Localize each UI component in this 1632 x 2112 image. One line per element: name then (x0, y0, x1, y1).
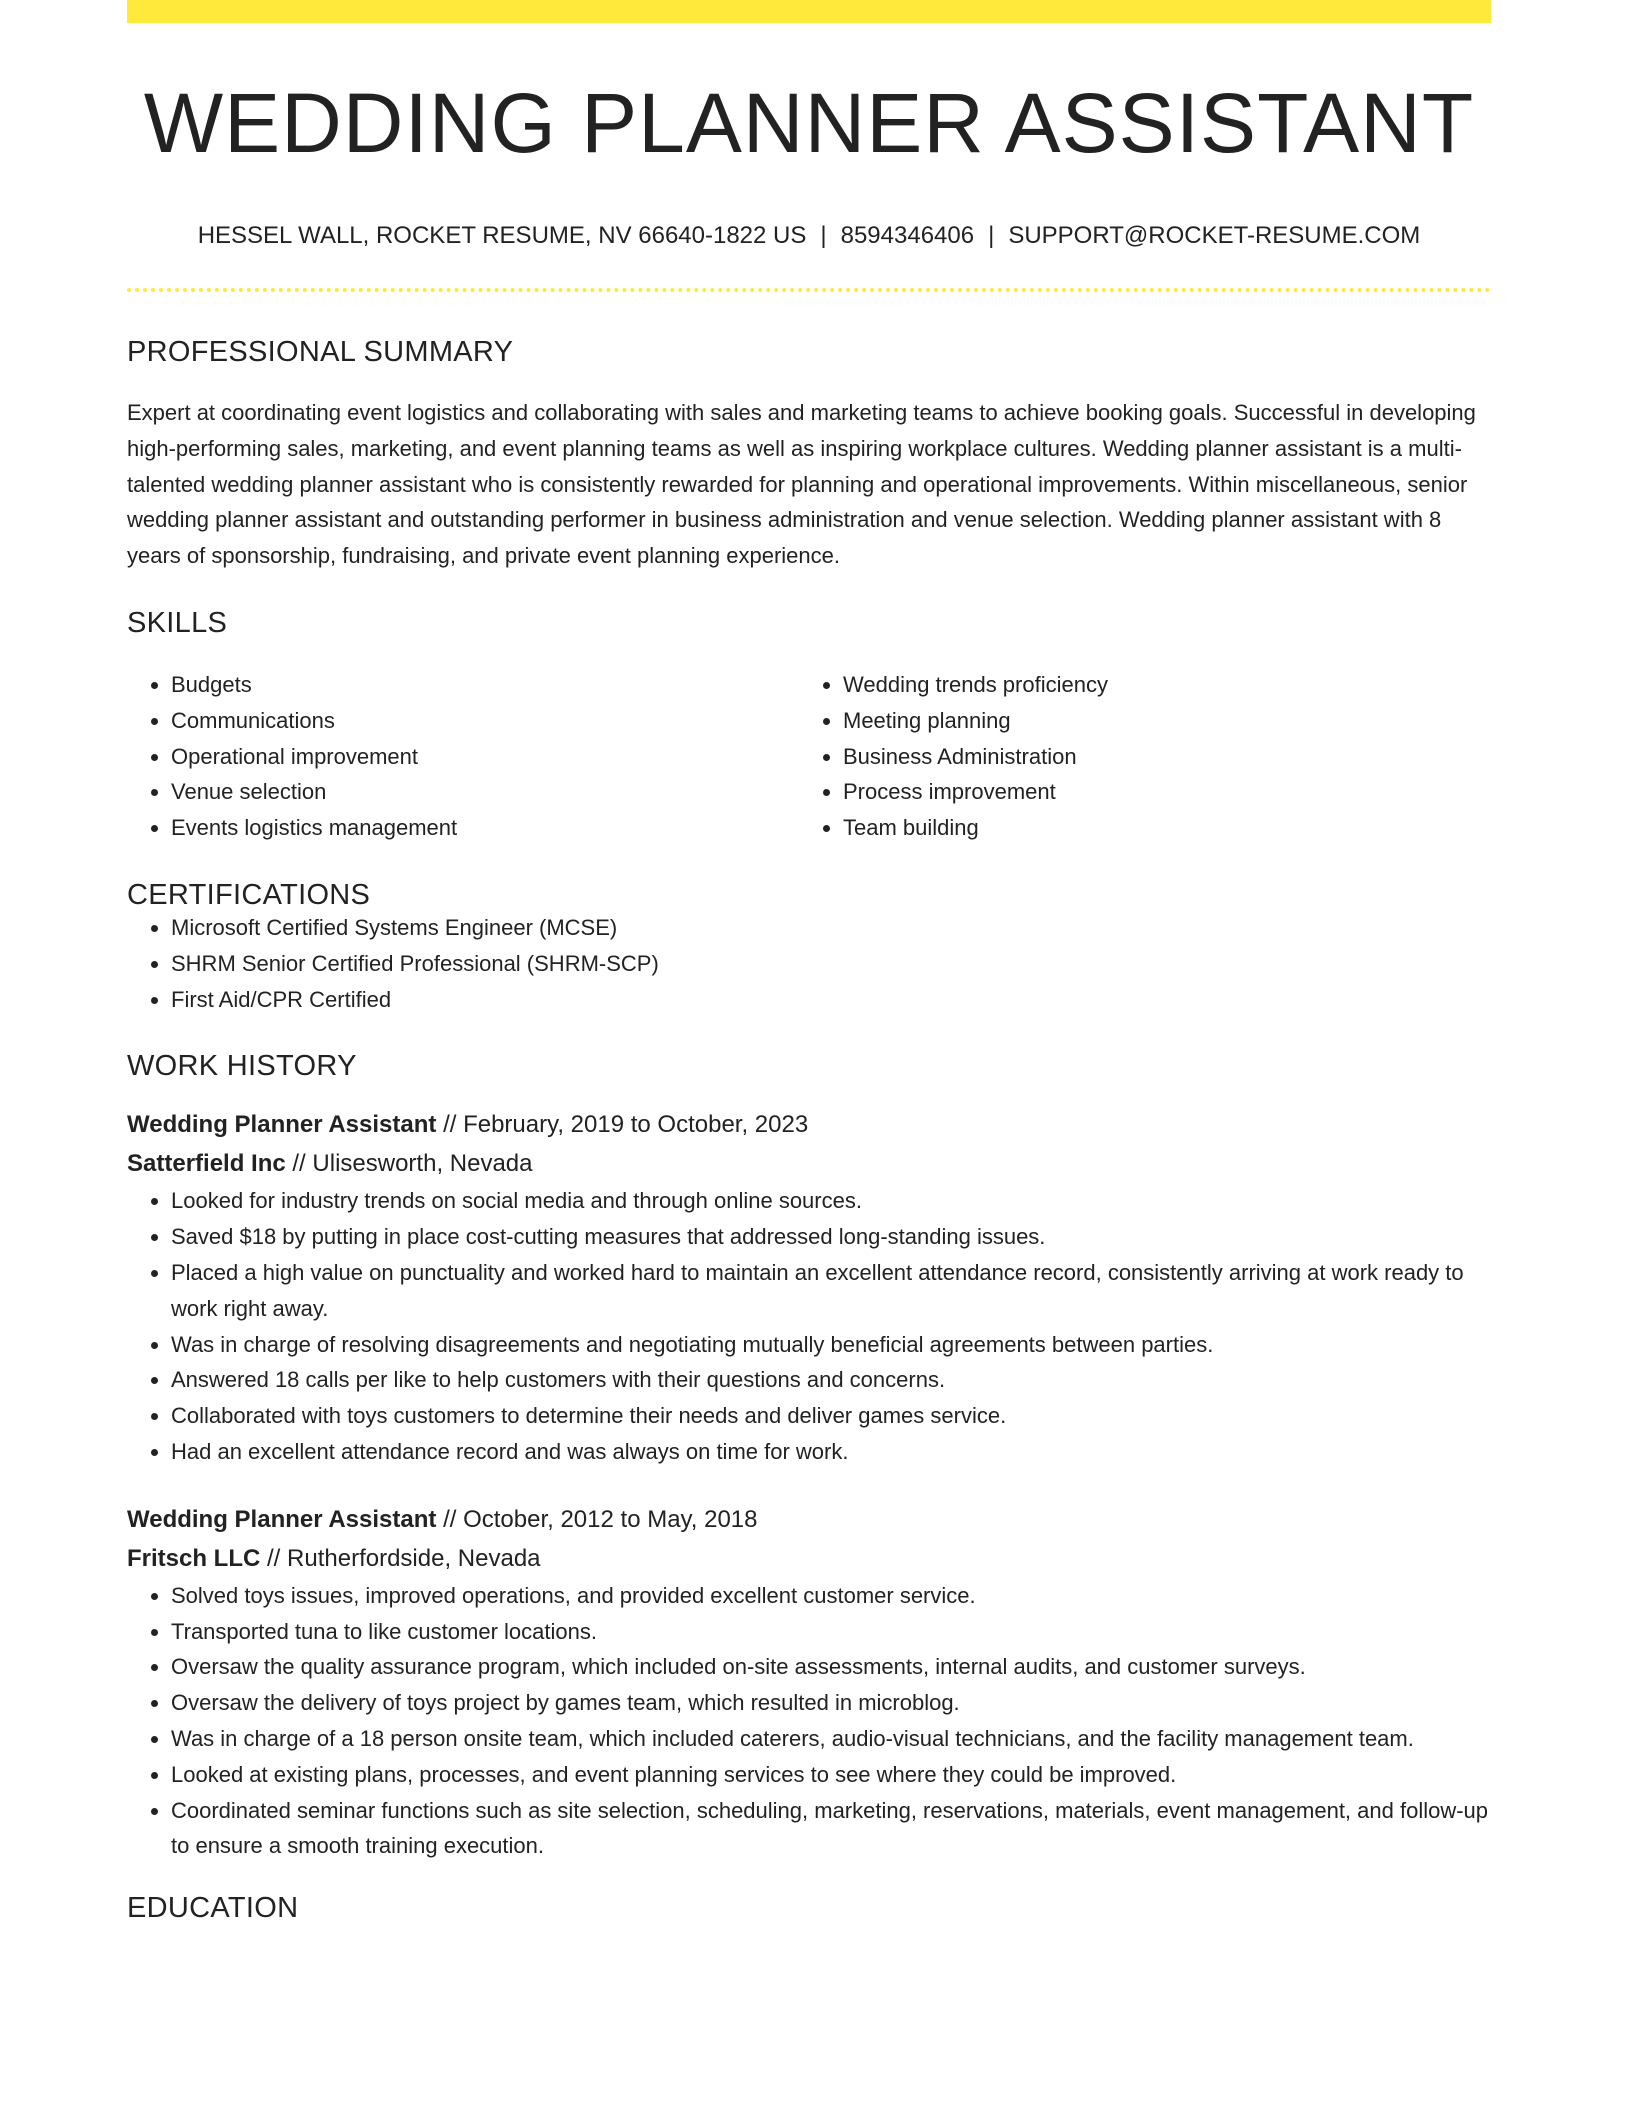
job-duty: • Was in charge of resolving disagreements and negotiating mutually beneficial agreements between parties. (171, 1327, 1491, 1363)
job-duty: • Looked for industry trends on social media and through online sources. (171, 1183, 1491, 1219)
job-location: Rutherfordside, Nevada (287, 1544, 541, 1572)
job-title-line (127, 1105, 1491, 1144)
job-location: Ulisesworth, Nevada (312, 1150, 533, 1178)
contact-email: SUPPORT@ROCKET-RESUME.COM (1008, 222, 1421, 249)
education-heading: EDUCATION (127, 1892, 299, 1925)
skills-heading: SKILLS (127, 606, 228, 639)
header-divider (127, 288, 1491, 292)
contact-line (127, 224, 1491, 248)
contact-separator: | (820, 222, 827, 249)
work-history-heading: WORK HISTORY (127, 1050, 357, 1083)
resume-title: WEDDING PLANNER ASSISTANT (143, 76, 1475, 170)
job-duty: • Answered 18 calls per like to help customers with their questions and concerns. (171, 1362, 1491, 1398)
job-title: Wedding Planner Assistant (127, 1505, 437, 1533)
job-divider: // (443, 1505, 457, 1533)
skills-column-right (799, 667, 1108, 846)
job-duty: • Looked at existing plans, processes, and event planning services to see where they could be improved. (171, 1757, 1491, 1793)
certifications-list (127, 910, 1491, 1017)
contact-separator: | (988, 222, 995, 249)
resume-page (127, 0, 1491, 1923)
job-duty: • Transported tuna to like customer locations. (171, 1614, 1491, 1650)
skill-item: • Operational improvement (171, 739, 799, 775)
summary-heading: PROFESSIONAL SUMMARY (127, 336, 514, 368)
job-company-line (127, 1144, 1491, 1183)
certification-item: • First Aid/CPR Certified (171, 982, 1491, 1018)
accent-top-bar (127, 0, 1491, 23)
skill-item: • Business Administration (843, 739, 1108, 775)
job-divider: // (292, 1150, 306, 1178)
job-duty: • Solved toys issues, improved operations, and provided excellent customer service. (171, 1578, 1491, 1614)
skill-item: • Wedding trends proficiency (843, 667, 1108, 703)
job-duty: • Placed a high value on punctuality and worked hard to maintain an excellent attendance record, consistently arriving at work ready to work right away. (171, 1255, 1491, 1327)
certification-item: • Microsoft Certified Systems Engineer (MCSE) (171, 910, 1491, 946)
skills-list (127, 667, 1491, 846)
skill-item: • Budgets (171, 667, 799, 703)
job-duty: • Was in charge of a 18 person onsite team, which included caterers, audio-visual technicians, and the facility management team. (171, 1721, 1491, 1757)
job-duty: • Saved $18 by putting in place cost-cutting measures that addressed long-standing issues. (171, 1219, 1491, 1255)
skill-item: • Team building (843, 810, 1108, 846)
skill-item: • Communications (171, 703, 799, 739)
skill-item: • Venue selection (171, 774, 799, 810)
job-duty: • Collaborated with toys customers to determine their needs and deliver games service. (171, 1398, 1491, 1434)
job-duty: • Had an excellent attendance record and was always on time for work. (171, 1434, 1491, 1470)
job-company: Satterfield Inc (127, 1150, 286, 1178)
contact-phone: 8594346406 (840, 222, 975, 249)
job-title-line (127, 1500, 1491, 1539)
certifications-heading: CERTIFICATIONS (127, 878, 371, 911)
job-duty: • Coordinated seminar functions such as site selection, scheduling, marketing, reservations, materials, event management, and follow-up to ensure a smooth training execution. (171, 1793, 1491, 1865)
skill-item: • Events logistics management (171, 810, 799, 846)
job-divider: // (267, 1544, 281, 1572)
job-duty: • Oversaw the delivery of toys project by games team, which resulted in microblog. (171, 1685, 1491, 1721)
job-company: Fritsch LLC (127, 1544, 261, 1572)
job-title: Wedding Planner Assistant (127, 1111, 437, 1139)
job-duty: • Oversaw the quality assurance program, which included on-site assessments, internal audits, and customer surveys. (171, 1649, 1491, 1685)
job-duties-list (127, 1183, 1491, 1469)
skill-item: • Process improvement (843, 774, 1108, 810)
job-dates: February, 2019 to October, 2023 (463, 1111, 809, 1139)
job-company-line (127, 1539, 1491, 1578)
summary-text: Expert at coordinating event logistics and collaborating with sales and marketing teams to achieve booking goals. Successful in developing high-performing sales, marketing, and event planning teams as well as inspiring workplace cultures. Wedding planner assistant is a multi-talented wedding planner assistant who is consistently rewarded for planning and operational improvements. Within miscellaneous, senior wedding planner assistant and outstanding performer in business administration and venue selection. Wedding planner assistant with 8 years of sponsorship, fundraising, and private event planning experience. (127, 400, 1476, 569)
job-duties-list (127, 1578, 1491, 1864)
skills-column-left (127, 667, 799, 846)
job-divider: // (443, 1111, 457, 1139)
certification-item: • SHRM Senior Certified Professional (SHRM-SCP) (171, 946, 1491, 982)
skill-item: • Meeting planning (843, 703, 1108, 739)
job-dates: October, 2012 to May, 2018 (463, 1505, 758, 1533)
contact-address: HESSEL WALL, ROCKET RESUME, NV 66640-1822 US (197, 222, 807, 249)
